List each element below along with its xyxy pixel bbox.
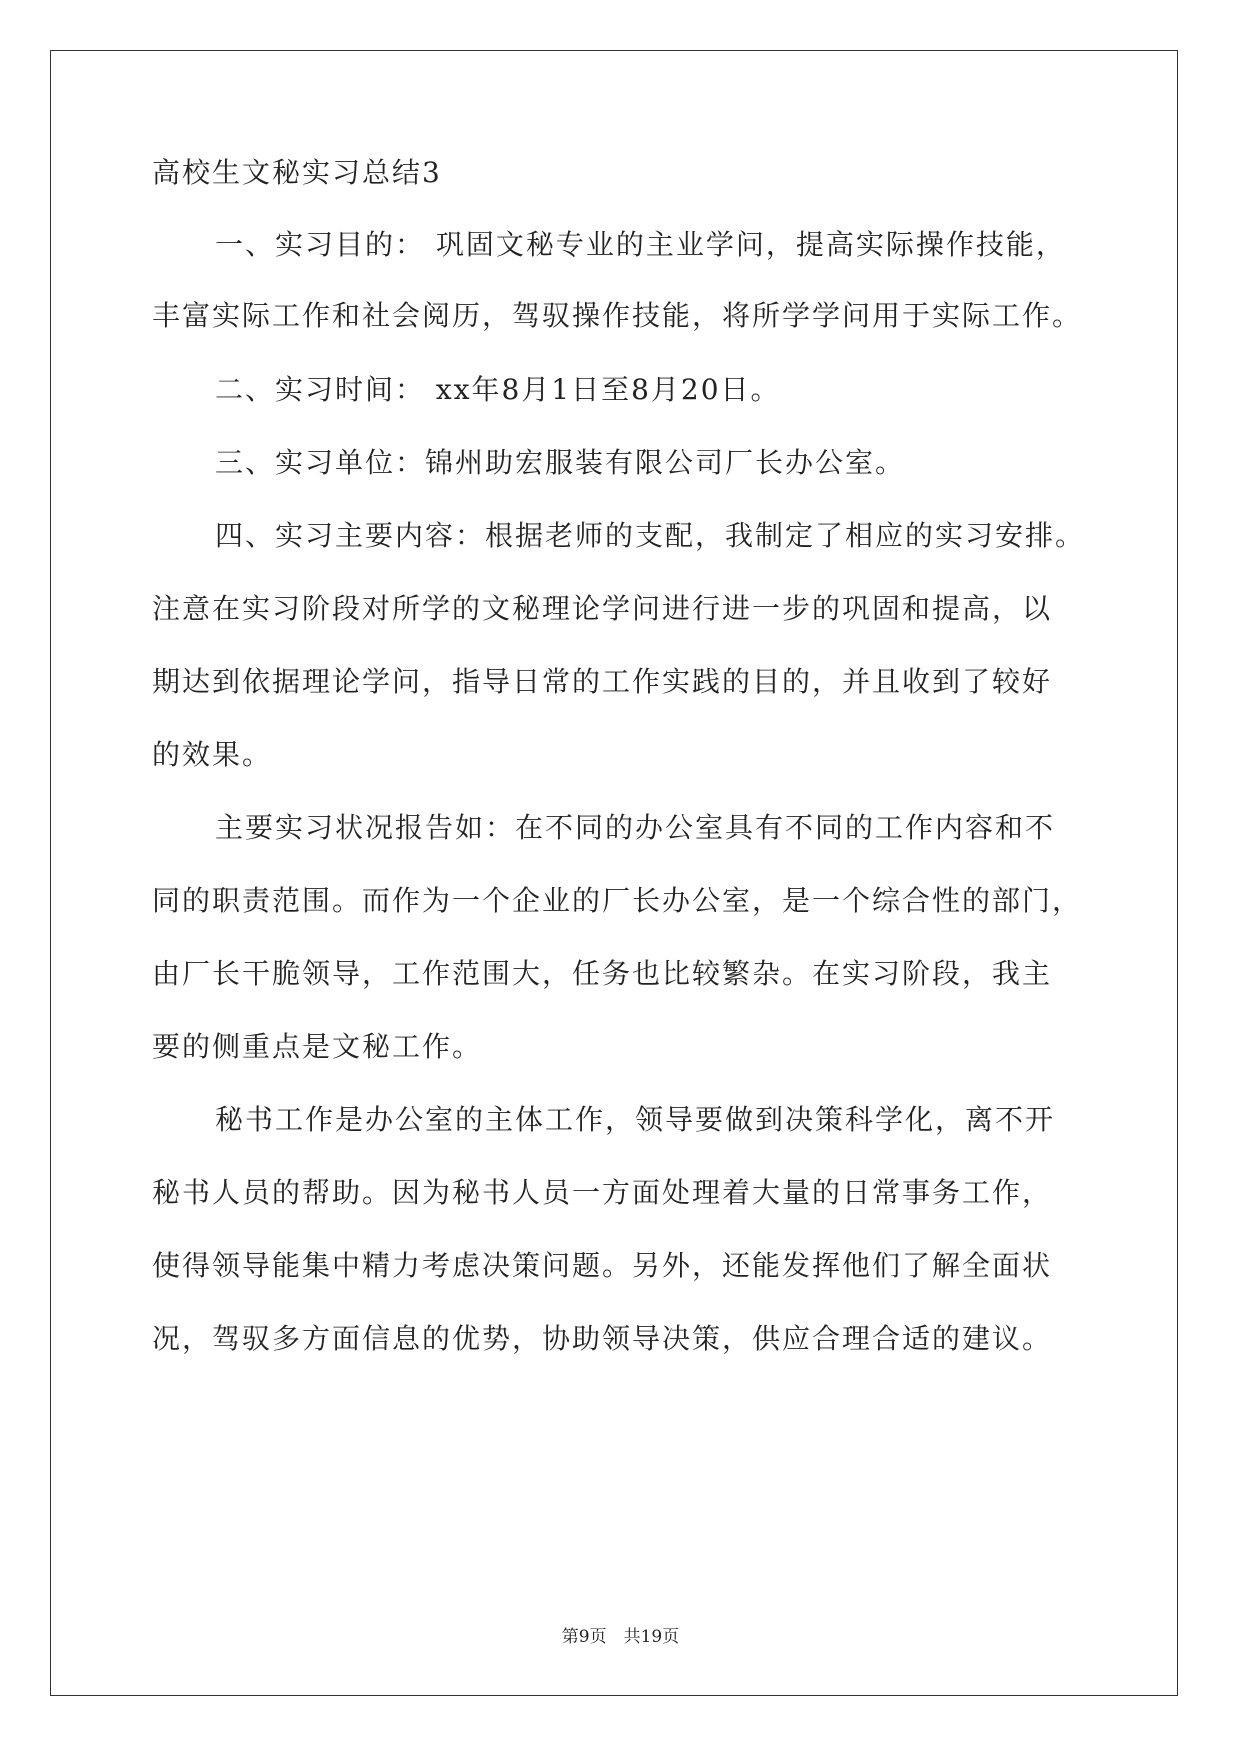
document-title: 高校生文秘实习总结3 — [152, 156, 442, 189]
paragraph-line: 四、实习主要内容：根据老师的支配，我制定了相应的实习安排。 — [215, 519, 1086, 552]
paragraph-line: 一、实习目的： 巩固文秘专业的主业学问，提高实际操作技能， — [215, 228, 1066, 261]
paragraph-line: 使得领导能集中精力考虑决策问题。另外，还能发挥他们了解全面状 — [152, 1249, 1053, 1282]
paragraph-line: 秘书人员的帮助。因为秘书人员一方面处理着大量的日常事务工作， — [152, 1176, 1053, 1209]
paragraph-line: 三、实习单位：锦州助宏服装有限公司厂长办公室。 — [215, 446, 906, 479]
paragraph-line: 由厂长干脆领导，工作范围大，任务也比较繁杂。在实习阶段，我主 — [152, 957, 1053, 990]
paragraph-line: 况，驾驭多方面信息的优势，协助领导决策，供应合理合适的建议。 — [152, 1322, 1053, 1355]
paragraph-line: 丰富实际工作和社会阅历，驾驭操作技能，将所学学问用于实际工作。 — [152, 299, 1083, 332]
paragraph-line: 二、实习时间： xx年8月1日至8月20日。 — [215, 373, 781, 406]
paragraph-line: 同的职责范围。而作为一个企业的厂长办公室，是一个综合性的部门， — [152, 884, 1083, 917]
page-border — [50, 50, 1178, 1696]
paragraph-line: 要的侧重点是文秘工作。 — [152, 1030, 483, 1063]
paragraph-line: 秘书工作是办公室的主体工作，领导要做到决策科学化，离不开 — [215, 1103, 1056, 1136]
paragraph-line: 注意在实习阶段对所学的文秘理论学问进行进一步的巩固和提高，以 — [152, 592, 1053, 625]
paragraph-line: 主要实习状况报告如：在不同的办公室具有不同的工作内容和不 — [215, 811, 1056, 844]
page-number: 第9页 共19页 — [561, 1627, 680, 1647]
paragraph-line: 的效果。 — [152, 738, 273, 771]
paragraph-line: 期达到依据理论学问，指导日常的工作实践的目的，并且收到了较好 — [152, 665, 1053, 698]
